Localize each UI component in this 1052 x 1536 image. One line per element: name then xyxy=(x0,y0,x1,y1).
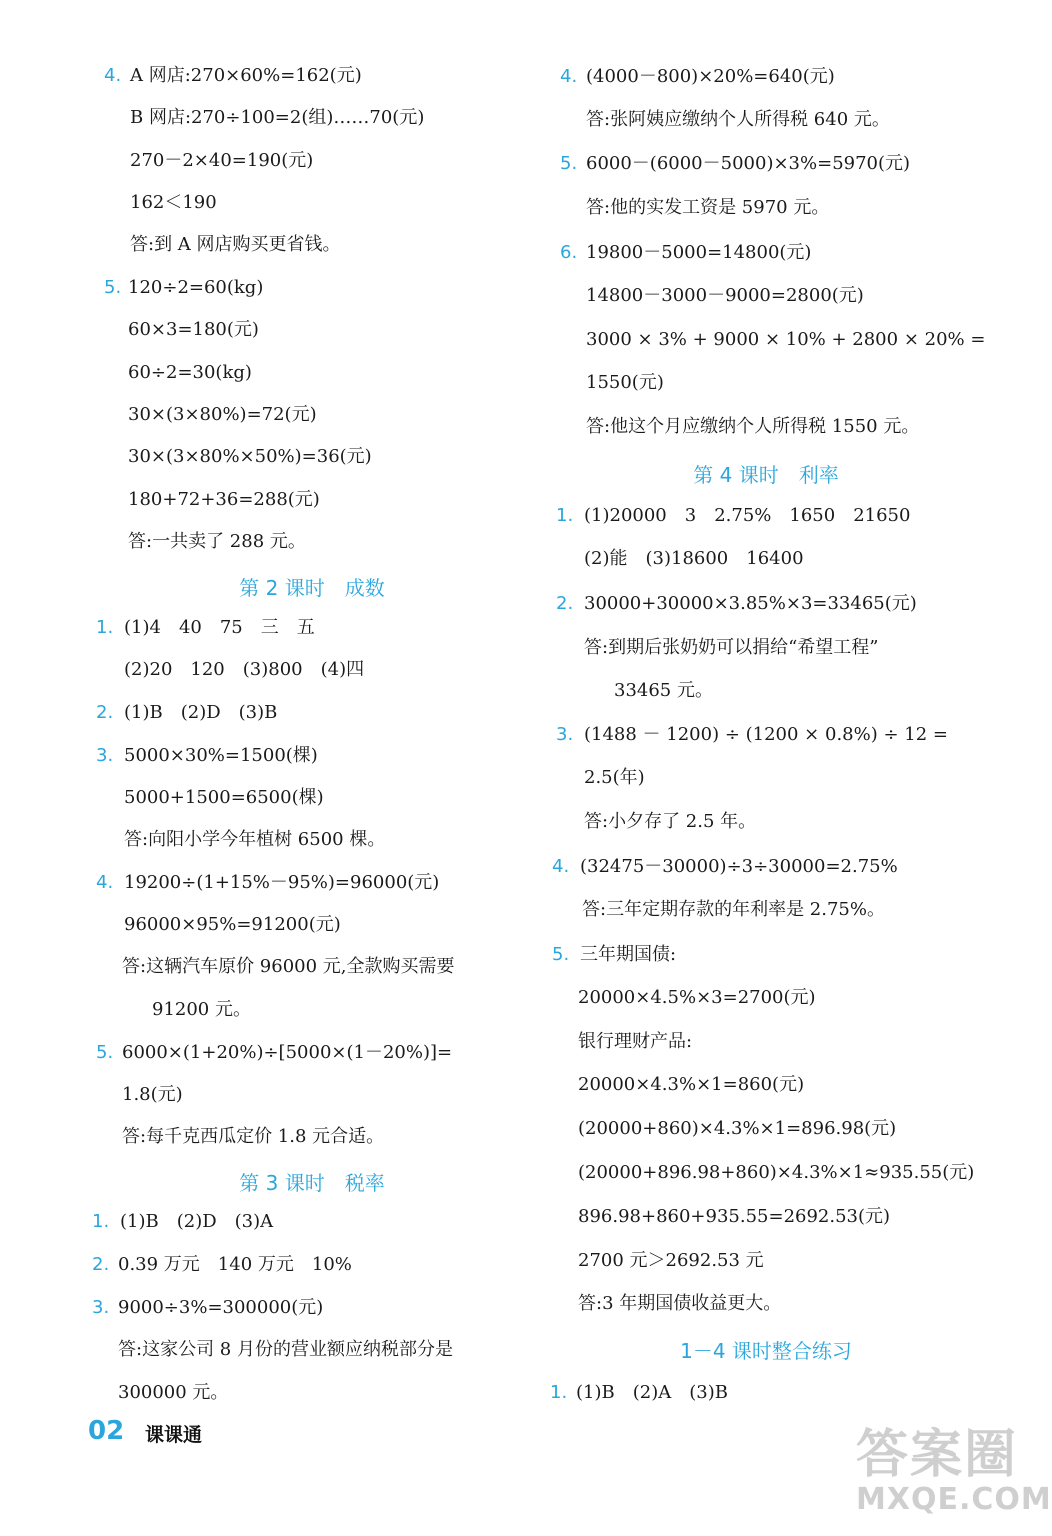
question-number: 1. xyxy=(96,617,114,638)
question-number: 6. xyxy=(560,242,578,263)
question-number: 5. xyxy=(552,944,570,965)
answer-line: 答:这家公司 8 月份的营业额应纳税部分是 xyxy=(118,1339,453,1360)
answer-line: 30×(3×80%×50%)=36(元) xyxy=(128,446,372,467)
answer-line: 33465 元。 xyxy=(614,680,713,701)
answer-line: 答:到 A 网店购买更省钱。 xyxy=(130,234,341,255)
answer-line: 答:这辆汽车原价 96000 元,全款购买需要 xyxy=(122,956,455,977)
answer-line: 0.39 万元 140 万元 10% xyxy=(118,1254,352,1275)
question-number: 3. xyxy=(556,724,574,745)
answer-line: 6000－(6000－5000)×3%=5970(元) xyxy=(586,153,911,174)
question-number: 5. xyxy=(104,277,122,298)
answer-line: 答:小夕存了 2.5 年。 xyxy=(584,811,757,832)
answer-line: 答:向阳小学今年植树 6500 棵。 xyxy=(124,829,386,850)
answer-line: 96000×95%=91200(元) xyxy=(124,914,341,935)
answer-line: (1)20000 3 2.75% 1650 21650 xyxy=(584,505,911,526)
answer-line: 14800－3000－9000=2800(元) xyxy=(586,285,864,306)
question-number: 4. xyxy=(96,872,114,893)
answer-line: 19800－5000=14800(元) xyxy=(586,242,812,263)
answer-line: (4000－800)×20%=640(元) xyxy=(586,66,835,87)
answer-line: 3000 × 3% + 9000 × 10% + 2800 × 20% = xyxy=(586,329,986,350)
answer-line: 6000×(1+20%)÷[5000×(1－20%)]= xyxy=(122,1042,453,1063)
answer-line: 银行理财产品: xyxy=(578,1031,693,1052)
answer-line: 答:3 年期国债收益更大。 xyxy=(578,1293,782,1314)
book-title: 课课通 xyxy=(145,1424,203,1446)
answer-line: 162＜190 xyxy=(130,192,217,213)
answer-line: 2.5(年) xyxy=(584,767,645,788)
answer-line: 5000+1500=6500(棵) xyxy=(124,787,324,808)
answer-line: 30×(3×80%)=72(元) xyxy=(128,404,317,425)
section-heading: 第 3 课时 税率 xyxy=(239,1171,385,1195)
answer-line: (32475－30000)÷3÷30000=2.75% xyxy=(580,856,898,877)
answer-line: 91200 元。 xyxy=(152,999,251,1020)
answer-line: (2)20 120 (3)800 (4)四 xyxy=(124,659,365,680)
answer-line: 60×3=180(元) xyxy=(128,319,259,340)
watermark-url: MXQE.COM xyxy=(856,1482,1052,1517)
question-number: 2. xyxy=(96,702,114,723)
question-number: 5. xyxy=(96,1042,114,1063)
answer-line: (20000+896.98+860)×4.3%×1≈935.55(元) xyxy=(578,1162,975,1183)
question-number: 3. xyxy=(92,1297,110,1318)
answer-line: 答:一共卖了 288 元。 xyxy=(128,531,306,552)
answer-line: (1)4 40 75 三 五 xyxy=(124,617,315,638)
answer-line: 60÷2=30(kg) xyxy=(128,362,252,383)
answer-line: 300000 元。 xyxy=(118,1382,229,1403)
answer-line: 180+72+36=288(元) xyxy=(128,489,320,510)
answer-line: (1)B (2)D (3)B xyxy=(124,702,278,723)
answer-line: 答:三年定期存款的年利率是 2.75%。 xyxy=(582,899,885,920)
answer-line: (1488 － 1200) ÷ (1200 × 0.8%) ÷ 12 = xyxy=(584,724,948,745)
question-number: 1. xyxy=(550,1382,568,1403)
answer-line: 20000×4.5%×3=2700(元) xyxy=(578,987,816,1008)
answer-line: 20000×4.3%×1=860(元) xyxy=(578,1074,805,1095)
answer-line: 答:他这个月应缴纳个人所得税 1550 元。 xyxy=(586,416,920,437)
answer-line: 30000+30000×3.85%×3=33465(元) xyxy=(584,593,917,614)
watermark-text: 答案圈 xyxy=(856,1425,1019,1485)
watermark-logo xyxy=(850,1410,1052,1525)
answer-line: 270－2×40=190(元) xyxy=(130,150,314,171)
section-heading: 1－4 课时整合练习 xyxy=(680,1339,852,1363)
question-number: 1. xyxy=(556,505,574,526)
question-number: 5. xyxy=(560,153,578,174)
answer-line: 答:他的实发工资是 5970 元。 xyxy=(586,197,830,218)
page-number: 02 xyxy=(88,1416,125,1446)
question-number: 4. xyxy=(104,65,122,86)
answer-line: A 网店:270×60%=162(元) xyxy=(130,65,362,86)
question-number: 3. xyxy=(96,745,114,766)
answer-line: (20000+860)×4.3%×1=896.98(元) xyxy=(578,1118,897,1139)
answer-line: 答:每千克西瓜定价 1.8 元合适。 xyxy=(122,1126,385,1147)
answer-line: (1)B (2)A (3)B xyxy=(576,1382,728,1403)
answer-line: 三年期国债: xyxy=(580,944,677,965)
answer-line: 答:到期后张奶奶可以捐给“希望工程” xyxy=(584,637,879,658)
answer-line: 答:张阿姨应缴纳个人所得税 640 元。 xyxy=(586,109,890,130)
answer-line: 9000÷3%=300000(元) xyxy=(118,1297,324,1318)
question-number: 2. xyxy=(92,1254,110,1275)
question-number: 4. xyxy=(552,856,570,877)
answer-line: 5000×30%=1500(棵) xyxy=(124,745,318,766)
answer-line: 120÷2=60(kg) xyxy=(128,277,264,298)
answer-line: 1550(元) xyxy=(586,372,664,393)
question-number: 2. xyxy=(556,593,574,614)
answer-line: (2)能 (3)18600 16400 xyxy=(584,548,804,569)
section-heading: 第 4 课时 利率 xyxy=(693,463,839,487)
section-heading: 第 2 课时 成数 xyxy=(239,576,385,600)
answer-line: 896.98+860+935.55=2692.53(元) xyxy=(578,1206,891,1227)
answer-line: B 网店:270÷100=2(组)……70(元) xyxy=(130,107,425,128)
question-number: 4. xyxy=(560,66,578,87)
question-number: 1. xyxy=(92,1211,110,1232)
answer-line: (1)B (2)D (3)A xyxy=(120,1211,274,1232)
answer-line: 2700 元＞2692.53 元 xyxy=(578,1250,764,1271)
answer-line: 1.8(元) xyxy=(122,1084,183,1105)
answer-line: 19200÷(1+15%－95%)=96000(元) xyxy=(124,872,440,893)
